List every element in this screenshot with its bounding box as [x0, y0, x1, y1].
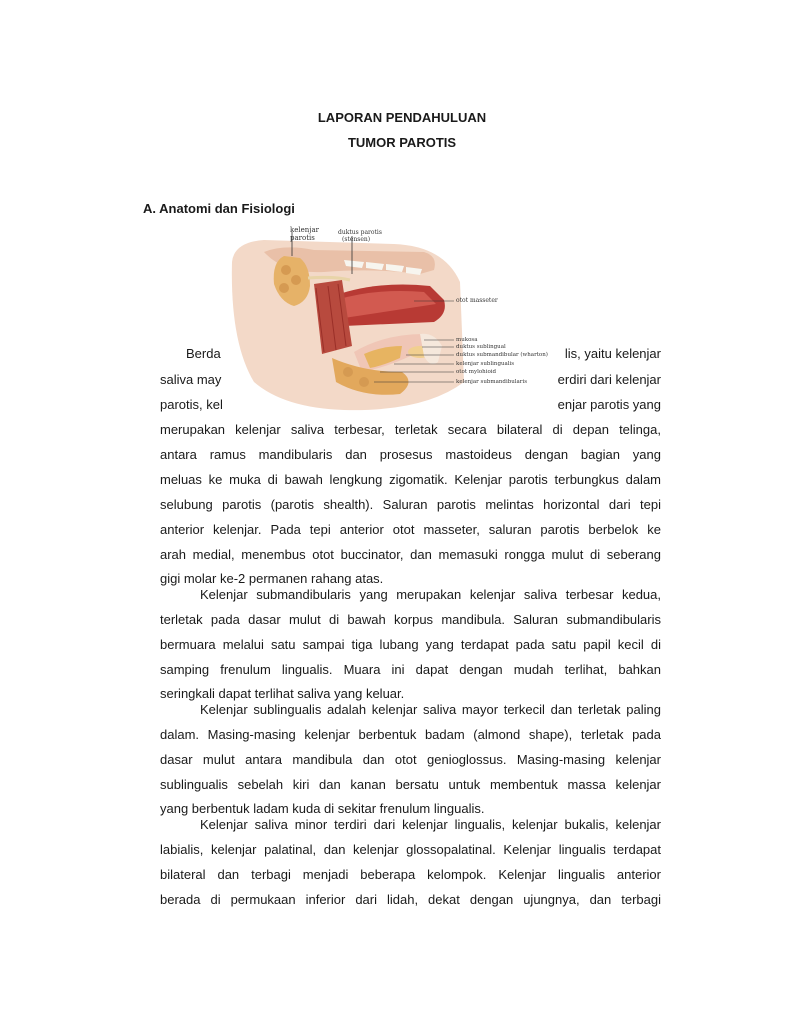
para1-fragment-right: erdiri dari kelenjar [557, 372, 661, 387]
label-duktus-parotis: duktus parotis [338, 229, 382, 236]
paragraph-line: Kelenjar saliva minor terdiri dari kelenjar lingualis, kelenjar bukalis, kelenjar [200, 817, 661, 832]
para1-fragment-right: lis, yaitu kelenjar [564, 346, 661, 361]
label-otot-mylohioid: otot mylohioid [456, 369, 497, 375]
paragraph-line: selubung parotis (parotis shealth). Saluran parotis melintas horizontal dari tepi [160, 497, 661, 512]
label-kelenjar-sublingualis: kelenjar sublingualis [456, 361, 515, 367]
paragraph-line: yang berbentuk ladam kuda di sekitar frenulum lingualis. [160, 801, 485, 816]
paragraph-line: Kelenjar submandibularis yang merupakan kelenjar saliva terbesar kedua, [200, 587, 661, 602]
paragraph-line: Kelenjar sublingualis adalah kelenjar saliva mayor terkecil dan terletak paling [200, 702, 661, 717]
paragraph-line: gigi molar ke-2 permanen rahang atas. [160, 571, 384, 586]
paragraph-line: dalam. Masing-masing kelenjar berbentuk badam (almond shape), terletak pada [160, 727, 661, 742]
paragraph-line: samping frenulum lingualis. Muara ini dapat dengan mudah terlihat, bahkan [160, 662, 661, 677]
document-title: LAPORAN PENDAHULUAN [317, 110, 487, 125]
paragraph-line: antara ramus mandibularis dan prosesus mastoideus dengan bagian yang [160, 447, 661, 462]
paragraph-line: seringkali dapat terlihat saliva yang keluar. [160, 686, 405, 701]
salivary-gland-illustration [224, 222, 548, 414]
label-duktus-submandibular: duktus submandibular (wharton) [456, 352, 548, 358]
document-subtitle: TUMOR PAROTIS [347, 135, 457, 150]
para1-fragment-left: Berda [186, 346, 221, 361]
label-mukosa: mukosa [456, 337, 478, 343]
label-kelenjar-parotis: parotis [290, 234, 315, 242]
paragraph-line: arah medial, menembus otot buccinator, dan memasuki rongga mulut di seberang [160, 547, 661, 562]
label-kelenjar-submandibularis: kelenjar submandibularis [456, 379, 528, 385]
label-kelenjar-parotis: kelenjar [290, 226, 319, 234]
paragraph-line: berada di permukaan inferior dari lidah, dekat dengan ujungnya, dan terbagi [160, 892, 661, 907]
paragraph-line: meluas ke muka di bawah lengkung zigomatik. Kelenjar parotis terbungkus dalam [160, 472, 661, 487]
para1-fragment-left: saliva may [160, 372, 222, 387]
label-duktus-sublingual: duktus sublingual [456, 344, 506, 350]
paragraph-line: dasar mulut antara mandibula dan otot genioglossus. Masing-masing kelenjar [160, 752, 661, 767]
para1-fragment-right: enjar parotis yang [557, 397, 661, 412]
paragraph-line: sublingualis sebelah kiri dan kanan bersatu untuk membentuk massa kelenjar [160, 777, 661, 792]
label-otot-masseter: otot masseter [456, 297, 498, 304]
paragraph-line: merupakan kelenjar saliva terbesar, terletak secara bilateral di depan telinga, [160, 422, 661, 437]
anatomy-figure [224, 222, 548, 414]
para1-fragment-left: parotis, kel [160, 397, 223, 412]
paragraph-line: bilateral dan terbagi menjadi beberapa kelompok. Kelenjar lingualis anterior [160, 867, 661, 882]
label-duktus-parotis: (stensen) [342, 236, 371, 243]
paragraph-line: anterior kelenjar. Pada tepi anterior otot masseter, saluran parotis berbelok ke [160, 522, 661, 537]
section-heading: A. Anatomi dan Fisiologi [143, 201, 295, 216]
paragraph-line: terletak pada dasar mulut di bawah korpus mandibula. Saluran submandibularis [160, 612, 661, 627]
paragraph-line: labialis, kelenjar palatinal, dan kelenjar glossopalatinal. Kelenjar lingualis terdapat [160, 842, 661, 857]
paragraph-line: bermuara melalui satu sampai tiga lubang yang terdapat pada satu papil kecil di [160, 637, 661, 652]
